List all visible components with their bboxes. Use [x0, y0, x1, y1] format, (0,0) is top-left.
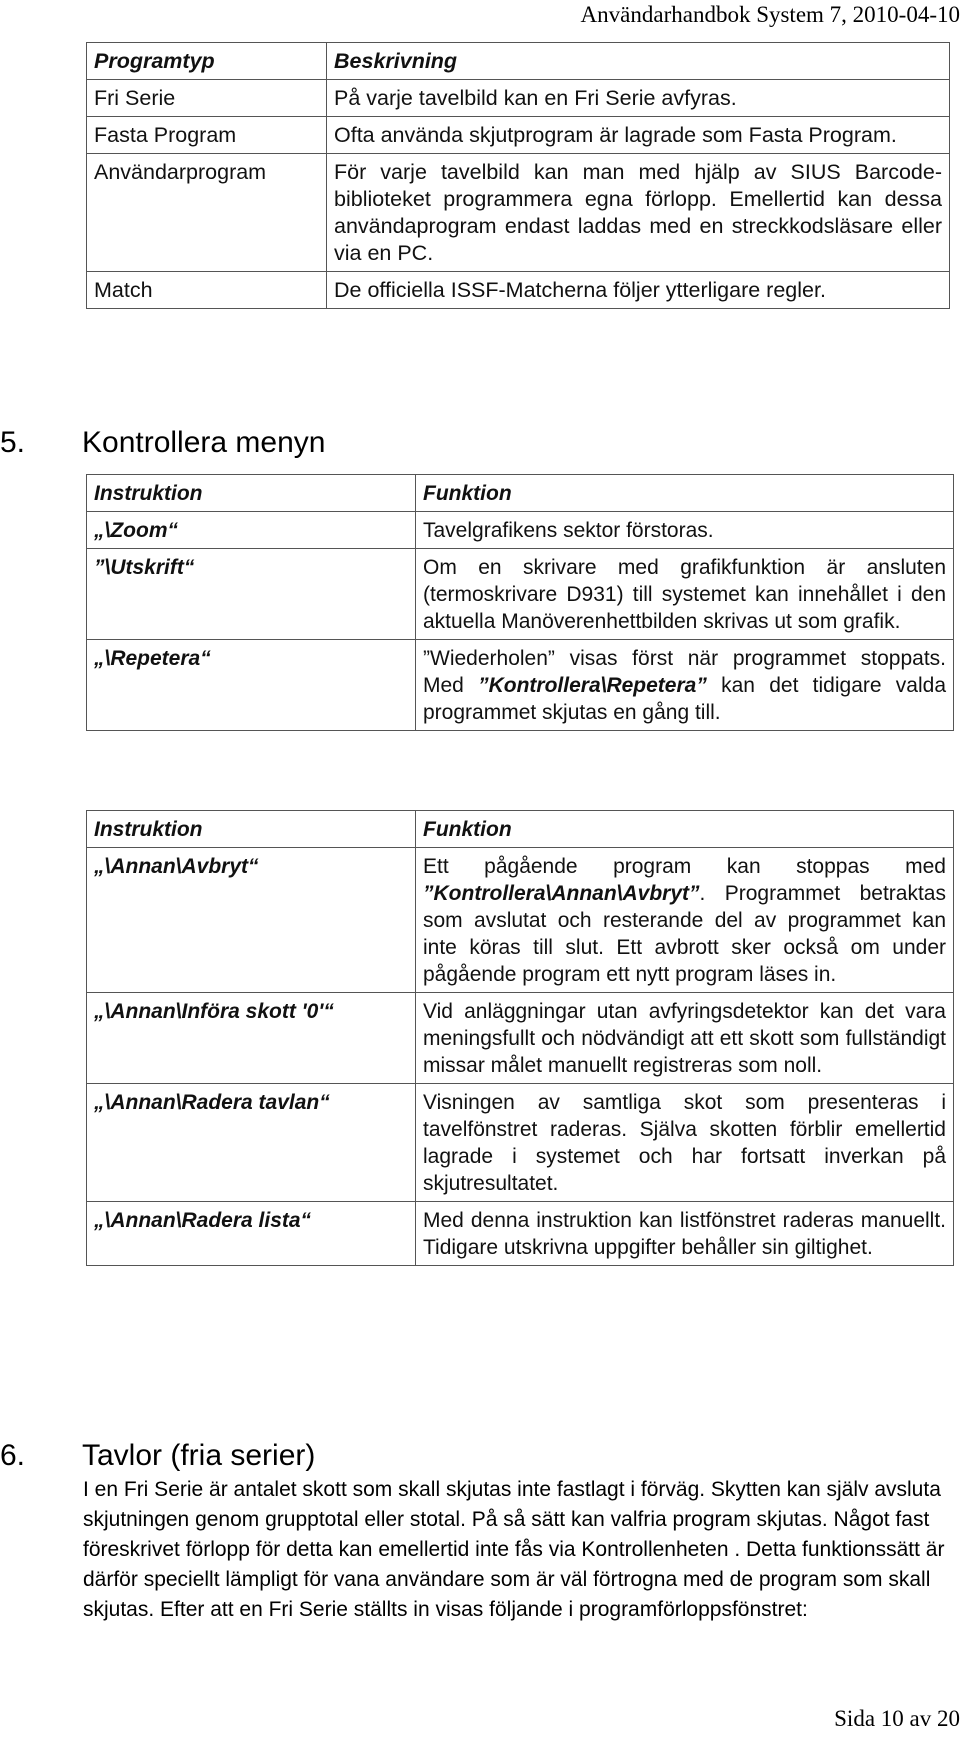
- description-cell: För varje tavelbild kan man med hjälp av SIUS Barcode-biblioteket programmera egna förlopp. Emellertid kan dessa användaprogram endast laddas med en streckkodsläsare eller via en PC.: [327, 154, 950, 272]
- page-number: Sida 10 av 20: [834, 1706, 960, 1731]
- column-header: Instruktion: [87, 475, 416, 512]
- instruction-cell: „\Annan\Radera tavlan“: [87, 1084, 416, 1202]
- page-header: Användarhandbok System 7, 2010-04-10: [580, 2, 960, 27]
- table-row: [87, 1202, 954, 1266]
- function-cell: Tavelgrafikens sektor förstoras.: [416, 512, 954, 549]
- section-title: Tavlor (fria serier): [82, 1439, 316, 1472]
- description-cell: De officiella ISSF-Matcherna följer ytterligare regler.: [327, 272, 950, 309]
- program-type-cell: Fasta Program: [87, 117, 327, 154]
- program-type-table: [86, 42, 950, 309]
- column-header: Funktion: [416, 475, 954, 512]
- description-cell: På varje tavelbild kan en Fri Serie avfyras.: [327, 80, 950, 117]
- table-header-row: [87, 43, 950, 80]
- section-title: Kontrollera menyn: [82, 426, 326, 459]
- function-text: . Programmet betraktas som avslutat och resterande del av programmet kan inte köras till slut. Ett avbrott sker också om under pågående program ett nytt program läses in.: [423, 882, 946, 986]
- program-type-cell: Match: [87, 272, 327, 309]
- instruction-cell: „\Zoom“: [87, 512, 416, 549]
- table-row: [87, 80, 950, 117]
- section-number: 6.: [0, 1439, 26, 1472]
- function-text: Ett pågående program kan stoppas med: [423, 855, 946, 878]
- program-type-cell: Användarprogram: [87, 154, 327, 272]
- control-menu-table-1: [86, 474, 954, 731]
- section-number: 5.: [0, 426, 26, 459]
- column-header: Beskrivning: [327, 43, 950, 80]
- function-cell: Med denna instruktion kan listfönstret raderas manuellt. Tidigare utskrivna uppgifter behåller sin giltighet.: [416, 1202, 954, 1266]
- table-row: [87, 1084, 954, 1202]
- control-menu-table-2: [86, 810, 954, 1266]
- body-paragraph: I en Fri Serie är antalet skott som skall skjutas inte fastlagt i förväg. Skytten kan själv avsluta skjutningen genom grupptotal eller stotal. På så sätt kan valfria program skjutas. Något fast föreskrivet förlopp för detta kan emellertid inte fås via Kontrollenheten . Detta funktionssätt är därför speciellt lämpligt för vana användare som är väl förtrogna med de program som skall skjutas. Efter att en Fri Serie ställts in visas följande i programförloppsfönstret:: [83, 1478, 945, 1621]
- program-type-cell: Fri Serie: [87, 80, 327, 117]
- instruction-cell: „\Annan\Införa skott '0'“: [87, 993, 416, 1084]
- table-row: [87, 640, 954, 731]
- column-header: Programtyp: [87, 43, 327, 80]
- table-row: [87, 848, 954, 993]
- instruction-cell: ”\Utskrift“: [87, 549, 416, 640]
- function-cell: Om en skrivare med grafikfunktion är ansluten (termoskrivare D931) till systemet kan innehållet i den aktuella Manöverenhettbilden skrivas ut som grafik.: [416, 549, 954, 640]
- table-row: [87, 154, 950, 272]
- table-row: [87, 549, 954, 640]
- table-row: [87, 272, 950, 309]
- instruction-cell: „\Repetera“: [87, 640, 416, 731]
- instruction-cell: „\Annan\Radera lista“: [87, 1202, 416, 1266]
- table-row: [87, 512, 954, 549]
- function-cell: [416, 640, 954, 731]
- column-header: Instruktion: [87, 811, 416, 848]
- section-heading: [0, 1439, 315, 1473]
- function-text: ”Wiederholen” visas först när programmet stoppats. Med: [423, 647, 946, 697]
- description-cell: Ofta använda skjutprogram är lagrade som Fasta Program.: [327, 117, 950, 154]
- function-command: ”Kontrollera\Repetera”: [478, 674, 707, 697]
- column-header: Funktion: [416, 811, 954, 848]
- function-text: kan det tidigare valda programmet skjutas en gång till.: [423, 674, 946, 724]
- table-row: [87, 117, 950, 154]
- section-heading: [0, 426, 325, 460]
- function-cell: [416, 848, 954, 993]
- function-cell: Visningen av samtliga skot som presenteras i tavelfönstret raderas. Själva skotten förblir emellertid lagrade i systemet och har fortsatt inverkan på skjutresultatet.: [416, 1084, 954, 1202]
- function-cell: Vid anläggningar utan avfyringsdetektor kan det vara meningsfullt och nödvändigt att ett skott som fullständigt missar målet manuellt registreras som noll.: [416, 993, 954, 1084]
- function-command: ”Kontrollera\Annan\Avbryt”: [423, 882, 700, 905]
- table-row: [87, 993, 954, 1084]
- table-header-row: [87, 811, 954, 848]
- instruction-cell: „\Annan\Avbryt“: [87, 848, 416, 993]
- table-header-row: [87, 475, 954, 512]
